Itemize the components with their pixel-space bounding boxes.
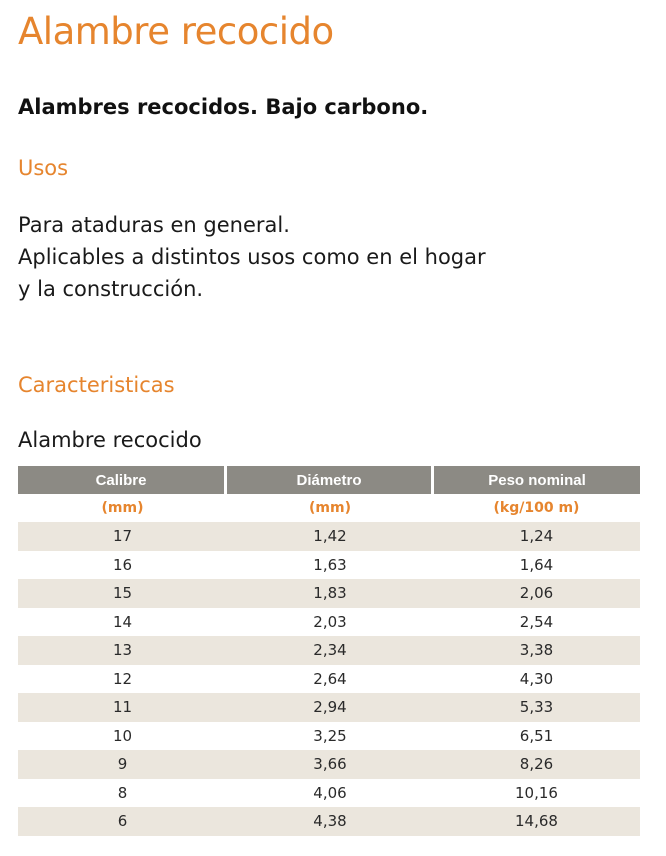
cell-calibre: 11 [112,698,133,717]
cell-peso: 4,30 [519,669,554,688]
cell-calibre: 16 [112,555,133,574]
table-body [18,522,640,836]
table-row [18,579,640,608]
cell-calibre: 13 [112,641,133,660]
cell-diametro: 1,83 [313,584,347,603]
cell-calibre: 17 [112,527,133,546]
cell-calibre: 12 [112,669,133,688]
cell-peso: 3,38 [519,641,554,660]
table-row [18,693,640,722]
cell-calibre: 6 [117,812,128,831]
table-row [18,608,640,637]
cell-diametro: 4,06 [313,783,347,802]
cell-diametro: 3,25 [313,726,347,745]
cell-peso: 5,33 [519,698,554,717]
cell-peso: 14,68 [515,812,558,831]
usos-line: y la construcción. [18,277,204,301]
cell-diametro: 2,64 [313,669,347,688]
cell-diametro: 2,34 [313,641,347,660]
cell-peso: 1,24 [519,527,554,546]
table-row [18,722,640,751]
cell-calibre: 9 [117,755,128,774]
page-subtitle: Alambres recocidos. Bajo carbono. [18,95,429,119]
unit-diametro: (mm) [309,500,351,516]
usos-text [18,209,486,305]
table-header-row [18,466,640,494]
table-row [18,636,640,665]
cell-calibre: 15 [112,584,133,603]
usos-line: Para ataduras en general. [18,213,290,237]
cell-peso: 8,26 [519,755,554,774]
usos-line: Aplicables a distintos usos como en el hogar [18,245,486,269]
column-header-diametro: Diámetro [227,466,431,494]
cell-diametro: 3,66 [313,755,347,774]
column-header-peso: Peso nominal [434,466,640,494]
cell-peso: 1,64 [519,555,554,574]
cell-calibre: 14 [112,612,133,631]
specs-table [18,466,640,836]
column-header-calibre: Calibre [18,466,224,494]
cell-calibre: 8 [117,783,128,802]
cell-diametro: 1,63 [313,555,347,574]
unit-peso: (kg/100 m) [493,500,580,516]
cell-peso: 2,54 [519,612,554,631]
table-title: Alambre recocido [18,428,202,452]
cell-calibre: 10 [112,726,133,745]
cell-peso: 2,06 [519,584,554,603]
cell-diametro: 2,94 [313,698,347,717]
table-row [18,779,640,808]
usos-heading: Usos [18,156,69,180]
table-row [18,665,640,694]
page-title: Alambre recocido [18,10,334,53]
cell-diametro: 2,03 [313,612,347,631]
caracteristicas-heading: Caracteristicas [18,373,175,397]
cell-peso: 10,16 [515,783,558,802]
table-row [18,522,640,551]
cell-diametro: 4,38 [313,812,347,831]
cell-diametro: 1,42 [313,527,347,546]
cell-peso: 6,51 [519,726,554,745]
table-row [18,807,640,836]
table-row [18,551,640,580]
unit-calibre: (mm) [101,500,144,516]
table-row [18,750,640,779]
table-units-row [18,494,640,522]
